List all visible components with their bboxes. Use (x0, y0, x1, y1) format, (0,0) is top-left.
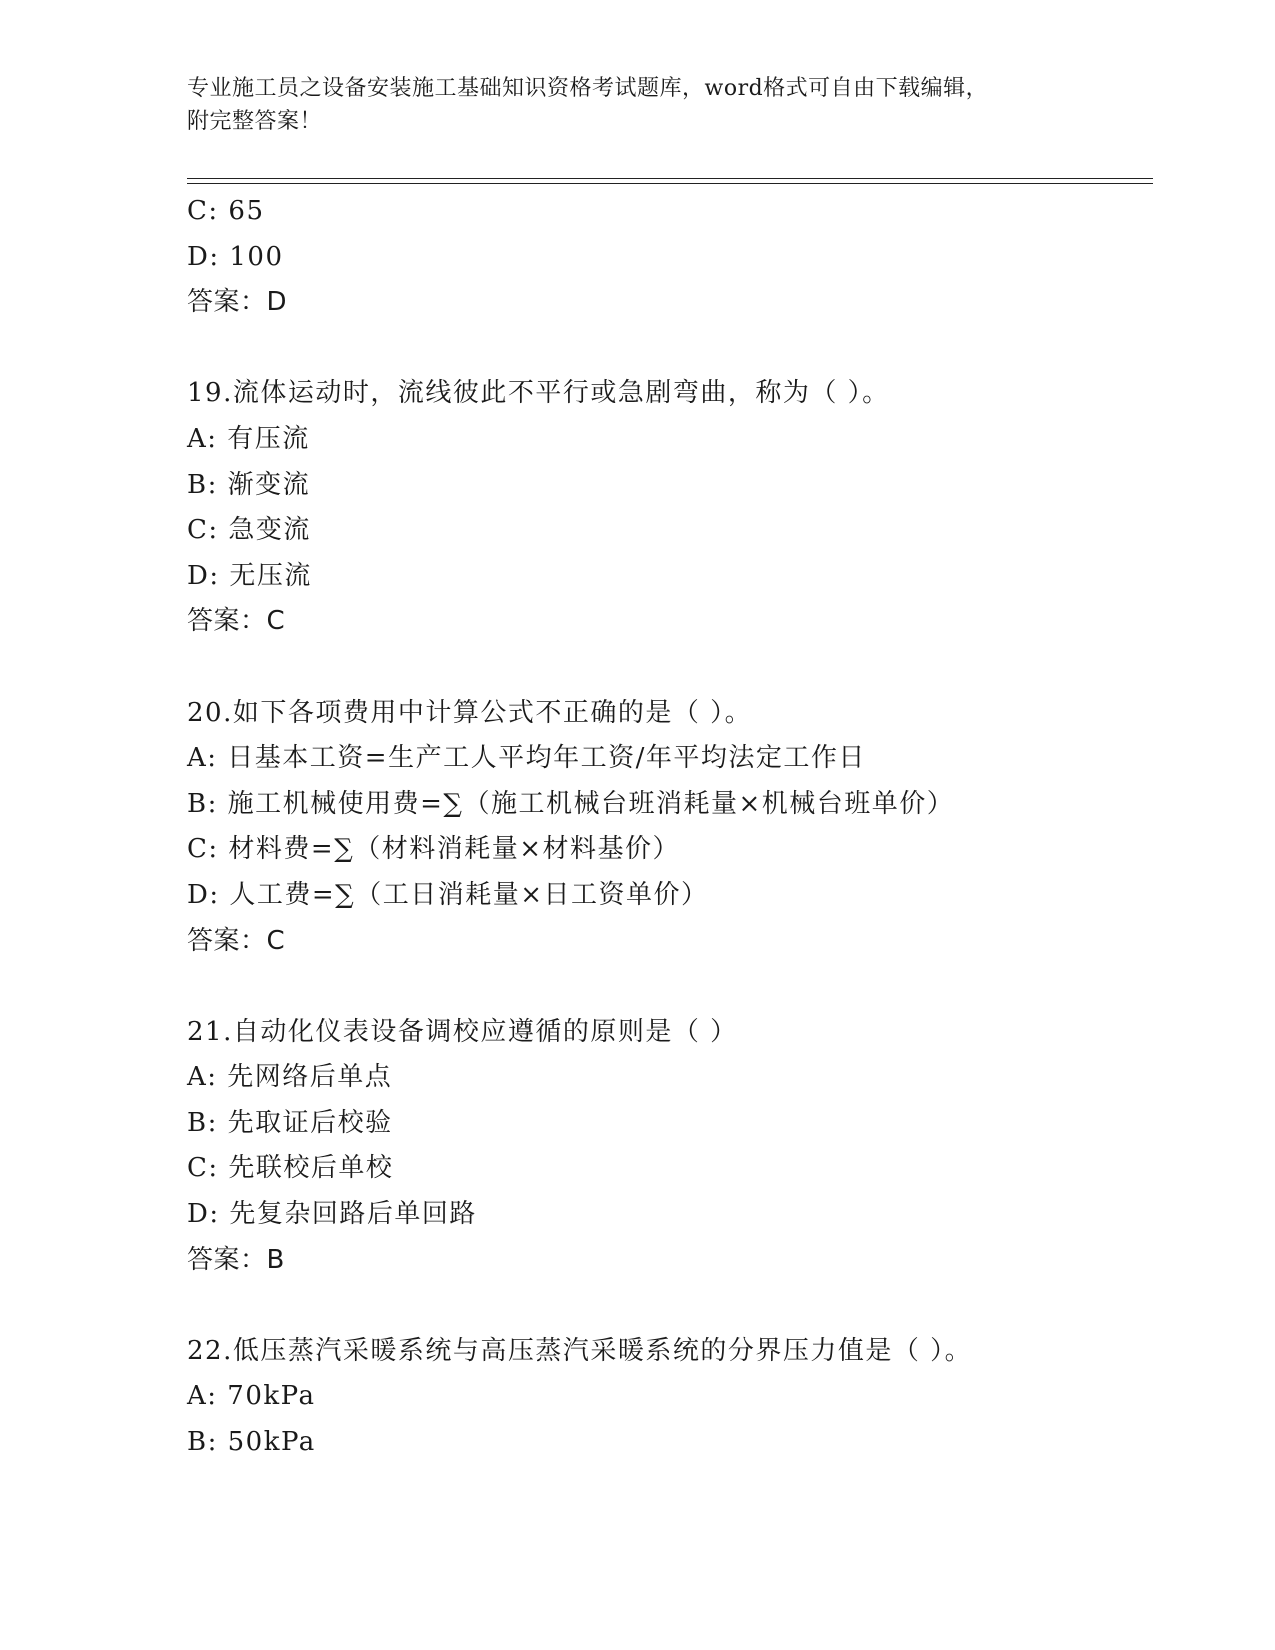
question-stem: 20.如下各项费用中计算公式不正确的是（ ）。 (187, 697, 753, 728)
option-d: D: 人工费=∑（工日消耗量×日工资单价） (187, 879, 709, 910)
option-a: A: 日基本工资=生产工人平均年工资/年平均法定工作日 (187, 743, 866, 774)
option-c: C: 材料费=∑（材料消耗量×材料基价） (187, 834, 681, 865)
option-b: B: 施工机械使用费=∑（施工机械台班消耗量×机械台班单价） (187, 788, 955, 819)
header-divider-top (187, 178, 1153, 179)
question-stem: 22.低压蒸汽采暖系统与高压蒸汽采暖系统的分界压力值是（ ）。 (187, 1335, 973, 1366)
spacer (187, 1283, 1157, 1329)
question-block-18-tail (187, 189, 1157, 326)
option-a: A: 70kPa (187, 1381, 316, 1412)
spacer (187, 645, 1157, 691)
question-stem: 21.自动化仪表设备调校应遵循的原则是（ ） (187, 1016, 738, 1047)
option-b: B: 先取证后校验 (187, 1107, 393, 1138)
question-list (187, 189, 1157, 1466)
question-block-20 (187, 691, 1157, 965)
header-line-2: 附完整答案！ (187, 109, 323, 134)
spacer (187, 964, 1157, 1010)
answer-line: 答案：C (187, 606, 286, 637)
header-line-1: 专业施工员之设备安装施工基础知识资格考试题库，word格式可自由下载编辑， (187, 76, 989, 101)
question-stem: 19.流体运动时，流线彼此不平行或急剧弯曲，称为（ ）。 (187, 378, 890, 409)
option-d: D: 先复杂回路后单回路 (187, 1199, 477, 1230)
document-header (187, 72, 1067, 138)
answer-line: 答案：D (187, 287, 288, 318)
option-c: C: 65 (187, 196, 265, 226)
option-d: D: 100 (187, 241, 284, 272)
question-block-21 (187, 1010, 1157, 1284)
question-block-19 (187, 371, 1157, 645)
option-a: A: 先网络后单点 (187, 1062, 393, 1093)
option-d: D: 无压流 (187, 560, 312, 591)
option-c: C: 急变流 (187, 515, 311, 546)
option-b: B: 50kPa (187, 1427, 316, 1458)
answer-line: 答案：B (187, 1244, 285, 1275)
option-a: A: 有压流 (187, 423, 310, 454)
option-b: B: 渐变流 (187, 469, 311, 500)
answer-line: 答案：C (187, 925, 286, 956)
header-divider-bottom (187, 183, 1153, 184)
option-c: C: 先联校后单校 (187, 1153, 394, 1184)
question-block-22 (187, 1329, 1157, 1466)
spacer (187, 326, 1157, 372)
